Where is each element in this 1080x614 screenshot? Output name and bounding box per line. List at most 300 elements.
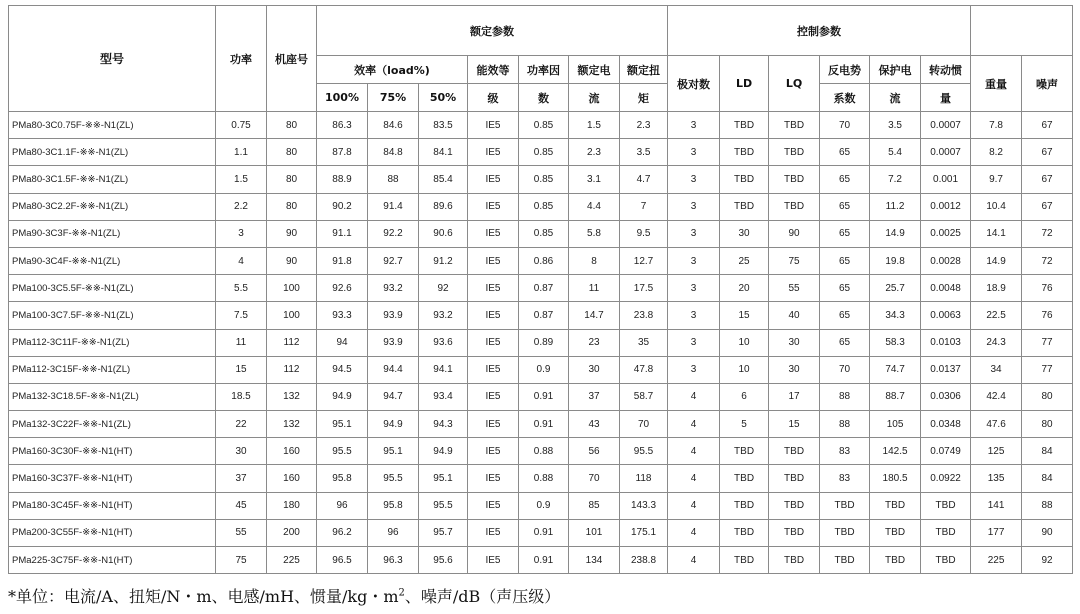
cell-eff-class: IE5 [468, 411, 519, 438]
cell-pole-pairs: 4 [668, 519, 720, 546]
cell-power: 0.75 [216, 112, 267, 139]
cell-eff-100: 88.9 [317, 166, 368, 193]
cell-eff-50: 94.3 [419, 411, 468, 438]
cell-weight: 24.3 [971, 329, 1022, 356]
cell-eff-75: 94.7 [368, 383, 419, 410]
cell-frame: 160 [267, 465, 317, 492]
cell-eff-75: 93.9 [368, 302, 419, 329]
header-back-emf-2: 系数 [820, 84, 870, 112]
cell-power: 15 [216, 356, 267, 383]
cell-eff-75: 94.4 [368, 356, 419, 383]
cell-rated-current: 5.8 [569, 220, 620, 247]
cell-eff-class: IE5 [468, 166, 519, 193]
cell-model: PMa180-3C45F-※※-N1(HT) [9, 492, 216, 519]
cell-rated-current: 30 [569, 356, 620, 383]
cell-inertia: 0.0063 [921, 302, 971, 329]
cell-lq: TBD [769, 166, 820, 193]
cell-inertia: TBD [921, 547, 971, 574]
cell-weight: 47.6 [971, 411, 1022, 438]
cell-rated-current: 11 [569, 275, 620, 302]
header-rated-torque-2: 矩 [620, 84, 668, 112]
cell-frame: 132 [267, 411, 317, 438]
cell-power-factor: 0.91 [519, 519, 569, 546]
cell-inertia: 0.0348 [921, 411, 971, 438]
cell-rated-torque: 143.3 [620, 492, 668, 519]
cell-eff-50: 92 [419, 275, 468, 302]
cell-power: 1.5 [216, 166, 267, 193]
table-row [9, 302, 1073, 329]
header-model: 型号 [9, 6, 216, 112]
unit-footnote [8, 584, 560, 607]
table-row [9, 220, 1073, 247]
cell-model: PMa80-3C0.75F-※※-N1(ZL) [9, 112, 216, 139]
cell-inertia: 0.001 [921, 166, 971, 193]
cell-model: PMa80-3C2.2F-※※-N1(ZL) [9, 193, 216, 220]
cell-power-factor: 0.85 [519, 166, 569, 193]
cell-protect-current: 105 [870, 411, 921, 438]
cell-pole-pairs: 3 [668, 193, 720, 220]
cell-power-factor: 0.85 [519, 220, 569, 247]
cell-frame: 160 [267, 438, 317, 465]
cell-power: 1.1 [216, 139, 267, 166]
footnote-text: *单位：电流/A、扭矩/N・m、电感/mH、惯量/kg・m [8, 587, 399, 606]
cell-eff-75: 92.7 [368, 247, 419, 274]
cell-eff-50: 95.1 [419, 465, 468, 492]
cell-noise: 84 [1022, 465, 1073, 492]
cell-weight: 8.2 [971, 139, 1022, 166]
cell-weight: 225 [971, 547, 1022, 574]
cell-rated-current: 101 [569, 519, 620, 546]
cell-eff-75: 94.9 [368, 411, 419, 438]
header-power-factor-2: 数 [519, 84, 569, 112]
cell-protect-current: 180.5 [870, 465, 921, 492]
cell-pole-pairs: 3 [668, 247, 720, 274]
cell-weight: 14.1 [971, 220, 1022, 247]
cell-eff-class: IE5 [468, 519, 519, 546]
cell-eff-50: 95.6 [419, 547, 468, 574]
cell-frame: 180 [267, 492, 317, 519]
cell-rated-torque: 12.7 [620, 247, 668, 274]
cell-eff-100: 94.9 [317, 383, 368, 410]
cell-weight: 177 [971, 519, 1022, 546]
table-row [9, 492, 1073, 519]
cell-power-factor: 0.85 [519, 139, 569, 166]
cell-rated-current: 2.3 [569, 139, 620, 166]
cell-eff-class: IE5 [468, 220, 519, 247]
cell-noise: 92 [1022, 547, 1073, 574]
cell-eff-100: 92.6 [317, 275, 368, 302]
cell-lq: 15 [769, 411, 820, 438]
cell-frame: 80 [267, 112, 317, 139]
cell-back-emf: TBD [820, 519, 870, 546]
table-row [9, 411, 1073, 438]
cell-model: PMa225-3C75F-※※-N1(HT) [9, 547, 216, 574]
cell-eff-class: IE5 [468, 112, 519, 139]
cell-frame: 90 [267, 220, 317, 247]
cell-rated-current: 134 [569, 547, 620, 574]
cell-rated-current: 85 [569, 492, 620, 519]
cell-back-emf: 70 [820, 112, 870, 139]
cell-noise: 90 [1022, 519, 1073, 546]
cell-lq: 90 [769, 220, 820, 247]
cell-pole-pairs: 3 [668, 302, 720, 329]
cell-eff-class: IE5 [468, 302, 519, 329]
cell-pole-pairs: 3 [668, 139, 720, 166]
cell-eff-75: 95.5 [368, 465, 419, 492]
cell-eff-75: 84.8 [368, 139, 419, 166]
cell-eff-100: 96.5 [317, 547, 368, 574]
cell-pole-pairs: 3 [668, 356, 720, 383]
table-row [9, 383, 1073, 410]
cell-rated-torque: 9.5 [620, 220, 668, 247]
cell-ld: 10 [720, 329, 769, 356]
cell-pole-pairs: 4 [668, 492, 720, 519]
cell-model: PMa100-3C7.5F-※※-N1(ZL) [9, 302, 216, 329]
cell-eff-75: 96.3 [368, 547, 419, 574]
cell-eff-50: 93.6 [419, 329, 468, 356]
cell-power: 7.5 [216, 302, 267, 329]
cell-eff-100: 96 [317, 492, 368, 519]
cell-pole-pairs: 3 [668, 220, 720, 247]
header-back-emf-1: 反电势 [820, 56, 870, 84]
cell-back-emf: 65 [820, 220, 870, 247]
cell-weight: 125 [971, 438, 1022, 465]
cell-lq: 75 [769, 247, 820, 274]
cell-eff-75: 93.2 [368, 275, 419, 302]
cell-eff-100: 95.5 [317, 438, 368, 465]
cell-model: PMa132-3C22F-※※-N1(ZL) [9, 411, 216, 438]
cell-ld: TBD [720, 438, 769, 465]
cell-inertia: 0.0007 [921, 139, 971, 166]
cell-protect-current: 11.2 [870, 193, 921, 220]
cell-model: PMa80-3C1.5F-※※-N1(ZL) [9, 166, 216, 193]
cell-power: 4 [216, 247, 267, 274]
cell-inertia: 0.0028 [921, 247, 971, 274]
cell-pole-pairs: 3 [668, 275, 720, 302]
cell-rated-torque: 238.8 [620, 547, 668, 574]
cell-power-factor: 0.85 [519, 193, 569, 220]
cell-protect-current: 19.8 [870, 247, 921, 274]
cell-power-factor: 0.86 [519, 247, 569, 274]
cell-back-emf: 65 [820, 139, 870, 166]
cell-inertia: 0.0048 [921, 275, 971, 302]
cell-noise: 80 [1022, 383, 1073, 410]
cell-back-emf: 83 [820, 438, 870, 465]
cell-eff-100: 93.3 [317, 302, 368, 329]
header-rated-current-1: 额定电 [569, 56, 620, 84]
cell-ld: 30 [720, 220, 769, 247]
cell-power-factor: 0.9 [519, 492, 569, 519]
header-rated-torque-1: 额定扭 [620, 56, 668, 84]
cell-rated-current: 70 [569, 465, 620, 492]
table-row [9, 465, 1073, 492]
cell-rated-current: 14.7 [569, 302, 620, 329]
cell-inertia: TBD [921, 519, 971, 546]
cell-rated-current: 37 [569, 383, 620, 410]
cell-rated-torque: 2.3 [620, 112, 668, 139]
cell-back-emf: 65 [820, 302, 870, 329]
cell-ld: TBD [720, 193, 769, 220]
cell-eff-50: 93.4 [419, 383, 468, 410]
cell-lq: TBD [769, 492, 820, 519]
cell-model: PMa160-3C37F-※※-N1(HT) [9, 465, 216, 492]
cell-weight: 9.7 [971, 166, 1022, 193]
cell-power-factor: 0.91 [519, 383, 569, 410]
cell-pole-pairs: 4 [668, 438, 720, 465]
cell-eff-50: 83.5 [419, 112, 468, 139]
table-row [9, 275, 1073, 302]
header-protect-current-1: 保护电 [870, 56, 921, 84]
cell-lq: 17 [769, 383, 820, 410]
cell-lq: TBD [769, 139, 820, 166]
cell-eff-75: 93.9 [368, 329, 419, 356]
cell-inertia: 0.0007 [921, 112, 971, 139]
cell-eff-100: 95.1 [317, 411, 368, 438]
cell-back-emf: 70 [820, 356, 870, 383]
cell-rated-current: 1.5 [569, 112, 620, 139]
header-eff-class-2: 级 [468, 84, 519, 112]
header-eff-100: 100% [317, 84, 368, 112]
cell-rated-torque: 70 [620, 411, 668, 438]
cell-ld: TBD [720, 166, 769, 193]
cell-power: 37 [216, 465, 267, 492]
cell-eff-50: 94.1 [419, 356, 468, 383]
header-eff-75: 75% [368, 84, 419, 112]
cell-power: 3 [216, 220, 267, 247]
cell-rated-torque: 17.5 [620, 275, 668, 302]
cell-power: 55 [216, 519, 267, 546]
cell-weight: 18.9 [971, 275, 1022, 302]
cell-protect-current: 7.2 [870, 166, 921, 193]
cell-noise: 67 [1022, 139, 1073, 166]
cell-eff-100: 94 [317, 329, 368, 356]
cell-lq: 55 [769, 275, 820, 302]
cell-eff-75: 96 [368, 519, 419, 546]
cell-eff-100: 96.2 [317, 519, 368, 546]
cell-eff-class: IE5 [468, 275, 519, 302]
cell-noise: 67 [1022, 112, 1073, 139]
cell-rated-current: 56 [569, 438, 620, 465]
table-row [9, 112, 1073, 139]
header-power: 功率 [216, 6, 267, 112]
cell-weight: 34 [971, 356, 1022, 383]
cell-weight: 42.4 [971, 383, 1022, 410]
cell-eff-75: 88 [368, 166, 419, 193]
cell-eff-class: IE5 [468, 383, 519, 410]
cell-ld: 15 [720, 302, 769, 329]
cell-model: PMa100-3C5.5F-※※-N1(ZL) [9, 275, 216, 302]
cell-back-emf: 65 [820, 193, 870, 220]
cell-lq: 30 [769, 329, 820, 356]
cell-back-emf: 88 [820, 411, 870, 438]
cell-noise: 67 [1022, 193, 1073, 220]
cell-eff-class: IE5 [468, 356, 519, 383]
cell-back-emf: 65 [820, 166, 870, 193]
cell-eff-75: 92.2 [368, 220, 419, 247]
header-noise: 噪声 [1022, 56, 1073, 112]
cell-weight: 135 [971, 465, 1022, 492]
footnote-superscript: 2 [398, 587, 405, 599]
cell-noise: 88 [1022, 492, 1073, 519]
cell-eff-100: 94.5 [317, 356, 368, 383]
cell-back-emf: 65 [820, 275, 870, 302]
cell-rated-torque: 95.5 [620, 438, 668, 465]
header-rated-params: 额定参数 [317, 6, 668, 56]
cell-eff-100: 90.2 [317, 193, 368, 220]
cell-eff-class: IE5 [468, 547, 519, 574]
cell-frame: 90 [267, 247, 317, 274]
cell-frame: 80 [267, 193, 317, 220]
cell-protect-current: 14.9 [870, 220, 921, 247]
table-row [9, 547, 1073, 574]
header-efficiency: 效率（load%) [317, 56, 468, 84]
cell-frame: 100 [267, 275, 317, 302]
cell-frame: 112 [267, 329, 317, 356]
cell-power-factor: 0.87 [519, 275, 569, 302]
cell-eff-50: 90.6 [419, 220, 468, 247]
motor-spec-table [8, 5, 1073, 574]
cell-power: 5.5 [216, 275, 267, 302]
cell-inertia: 0.0306 [921, 383, 971, 410]
cell-power: 45 [216, 492, 267, 519]
cell-pole-pairs: 3 [668, 166, 720, 193]
cell-lq: TBD [769, 519, 820, 546]
cell-ld: 6 [720, 383, 769, 410]
cell-model: PMa132-3C18.5F-※※-N1(ZL) [9, 383, 216, 410]
cell-weight: 14.9 [971, 247, 1022, 274]
cell-ld: TBD [720, 112, 769, 139]
cell-eff-class: IE5 [468, 247, 519, 274]
cell-eff-class: IE5 [468, 193, 519, 220]
cell-protect-current: 5.4 [870, 139, 921, 166]
cell-back-emf: TBD [820, 547, 870, 574]
cell-power-factor: 0.91 [519, 411, 569, 438]
cell-rated-current: 8 [569, 247, 620, 274]
cell-noise: 72 [1022, 220, 1073, 247]
header-eff-class-1: 能效等 [468, 56, 519, 84]
cell-eff-class: IE5 [468, 438, 519, 465]
cell-pole-pairs: 3 [668, 329, 720, 356]
cell-back-emf: 83 [820, 465, 870, 492]
header-frame: 机座号 [267, 6, 317, 112]
cell-ld: TBD [720, 465, 769, 492]
table-body [9, 112, 1073, 574]
cell-eff-75: 84.6 [368, 112, 419, 139]
header-protect-current-2: 流 [870, 84, 921, 112]
cell-power-factor: 0.89 [519, 329, 569, 356]
cell-pole-pairs: 4 [668, 465, 720, 492]
cell-pole-pairs: 4 [668, 383, 720, 410]
cell-inertia: 0.0749 [921, 438, 971, 465]
cell-power-factor: 0.9 [519, 356, 569, 383]
header-lq: LQ [769, 56, 820, 112]
cell-eff-75: 95.8 [368, 492, 419, 519]
cell-eff-50: 91.2 [419, 247, 468, 274]
cell-pole-pairs: 4 [668, 411, 720, 438]
table-row [9, 166, 1073, 193]
cell-rated-current: 43 [569, 411, 620, 438]
cell-eff-50: 89.6 [419, 193, 468, 220]
cell-ld: 20 [720, 275, 769, 302]
cell-model: PMa200-3C55F-※※-N1(HT) [9, 519, 216, 546]
cell-noise: 77 [1022, 329, 1073, 356]
cell-frame: 112 [267, 356, 317, 383]
cell-frame: 80 [267, 166, 317, 193]
cell-rated-torque: 58.7 [620, 383, 668, 410]
cell-power: 22 [216, 411, 267, 438]
cell-lq: 30 [769, 356, 820, 383]
cell-eff-50: 84.1 [419, 139, 468, 166]
table-row [9, 438, 1073, 465]
cell-weight: 10.4 [971, 193, 1022, 220]
cell-power: 2.2 [216, 193, 267, 220]
cell-frame: 132 [267, 383, 317, 410]
cell-ld: TBD [720, 547, 769, 574]
cell-eff-100: 91.1 [317, 220, 368, 247]
cell-eff-50: 95.5 [419, 492, 468, 519]
cell-eff-50: 95.7 [419, 519, 468, 546]
cell-lq: TBD [769, 193, 820, 220]
header-inertia-2: 量 [921, 84, 971, 112]
cell-eff-class: IE5 [468, 139, 519, 166]
cell-power-factor: 0.85 [519, 112, 569, 139]
cell-ld: 5 [720, 411, 769, 438]
cell-model: PMa90-3C4F-※※-N1(ZL) [9, 247, 216, 274]
cell-power-factor: 0.91 [519, 547, 569, 574]
header-control-params: 控制参数 [668, 6, 971, 56]
header-power-factor-1: 功率因 [519, 56, 569, 84]
table-row [9, 356, 1073, 383]
cell-lq: 40 [769, 302, 820, 329]
cell-eff-75: 95.1 [368, 438, 419, 465]
cell-noise: 67 [1022, 166, 1073, 193]
cell-frame: 200 [267, 519, 317, 546]
cell-protect-current: 58.3 [870, 329, 921, 356]
header-ld: LD [720, 56, 769, 112]
cell-eff-50: 94.9 [419, 438, 468, 465]
cell-rated-torque: 175.1 [620, 519, 668, 546]
cell-noise: 72 [1022, 247, 1073, 274]
table-row [9, 139, 1073, 166]
header-blank [971, 6, 1073, 56]
footnote-text-end: 、噪声/dB（声压级） [404, 587, 561, 606]
cell-noise: 76 [1022, 275, 1073, 302]
cell-protect-current: 142.5 [870, 438, 921, 465]
cell-inertia: TBD [921, 492, 971, 519]
cell-inertia: 0.0025 [921, 220, 971, 247]
header-inertia-1: 转动惯 [921, 56, 971, 84]
cell-rated-torque: 118 [620, 465, 668, 492]
cell-pole-pairs: 4 [668, 547, 720, 574]
cell-rated-current: 4.4 [569, 193, 620, 220]
cell-lq: TBD [769, 465, 820, 492]
cell-rated-torque: 3.5 [620, 139, 668, 166]
cell-frame: 80 [267, 139, 317, 166]
cell-rated-current: 3.1 [569, 166, 620, 193]
cell-inertia: 0.0103 [921, 329, 971, 356]
cell-protect-current: TBD [870, 547, 921, 574]
cell-frame: 100 [267, 302, 317, 329]
cell-weight: 7.8 [971, 112, 1022, 139]
cell-noise: 84 [1022, 438, 1073, 465]
cell-back-emf: TBD [820, 492, 870, 519]
cell-inertia: 0.0137 [921, 356, 971, 383]
cell-protect-current: TBD [870, 519, 921, 546]
cell-eff-75: 91.4 [368, 193, 419, 220]
cell-model: PMa160-3C30F-※※-N1(HT) [9, 438, 216, 465]
cell-protect-current: 25.7 [870, 275, 921, 302]
cell-power: 18.5 [216, 383, 267, 410]
